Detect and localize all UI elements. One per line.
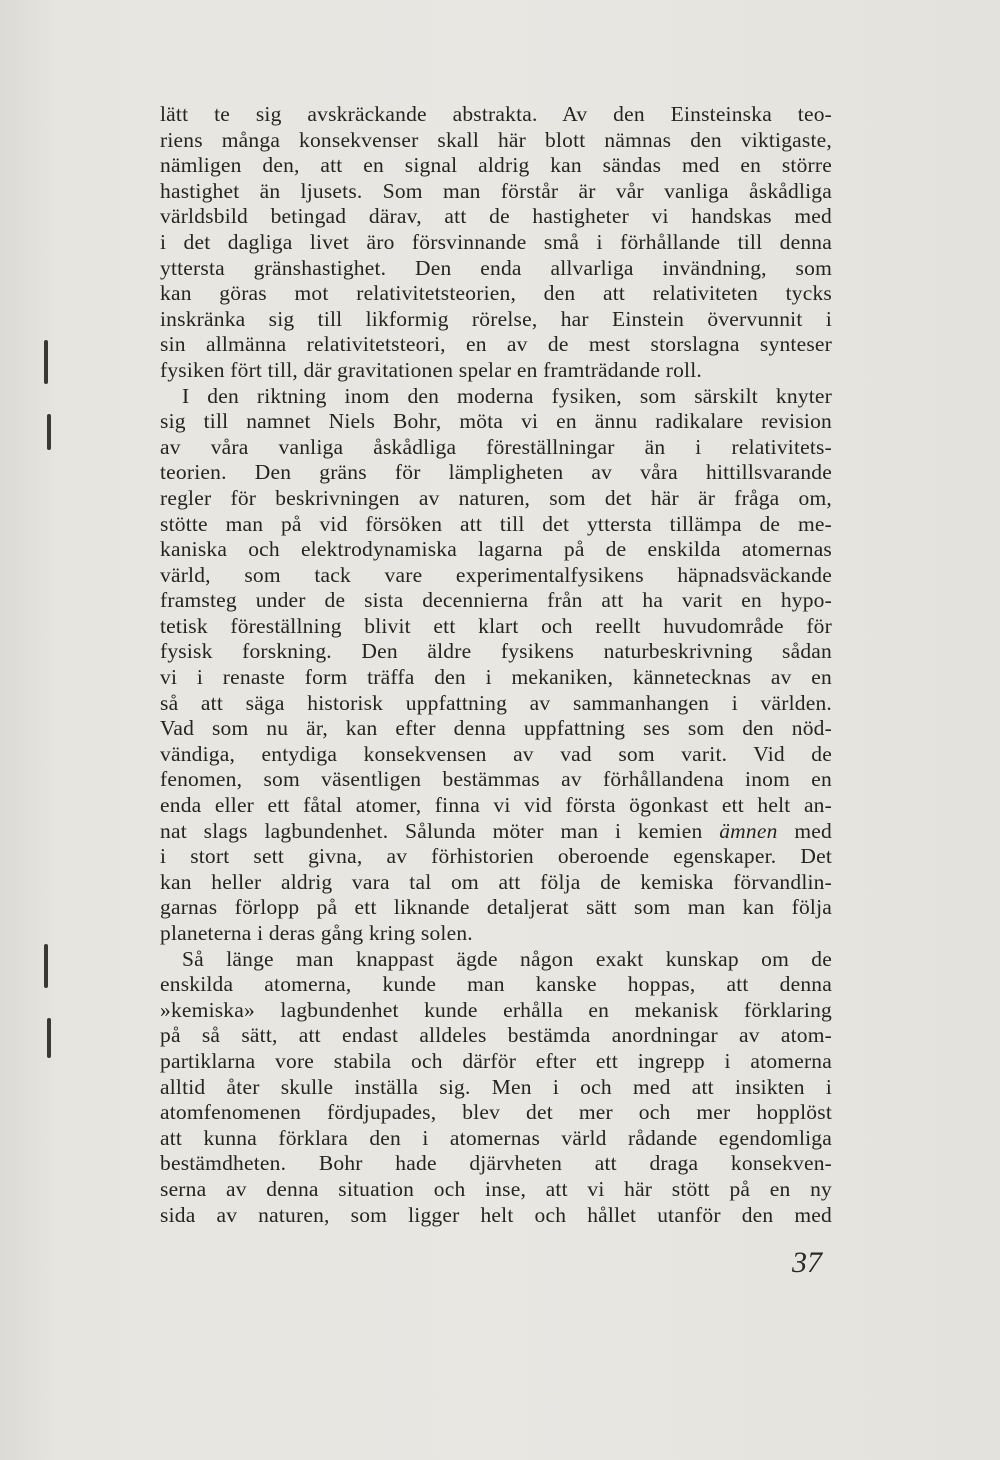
text-line: planeterna i deras gång kring solen. — [160, 921, 473, 945]
text-line: atomfenomenen fördjupades, blev det mer och mer hopplöst — [160, 1100, 832, 1125]
text-line: av våra vanliga åskådliga föreställningar än i relativitets- — [160, 434, 832, 459]
text-line: i stort sett givna, av förhistorien oberoende egenskaper. Det — [160, 844, 832, 869]
text-line: garnas förlopp på ett liknande detaljerat sätt som man kan följa — [160, 895, 832, 920]
text-line: i det dagliga livet äro försvinnande små i förhållande till denna — [160, 229, 832, 254]
text-line: framsteg under de sista decennierna från att ha varit en hypo- — [160, 588, 832, 613]
text-line: partiklarna vore stabila och därför efter ett ingrepp i atomerna — [160, 1048, 832, 1073]
binding-thread-mark — [44, 944, 48, 988]
text-line: sig till namnet Niels Bohr, möta vi en ännu radikalare revision — [160, 409, 832, 434]
text-line-with-italic: nat slags lagbundenhet. Sålunda möter man i kemien ämnen med — [160, 818, 832, 843]
text-line: enskilda atomerna, kunde man kanske hoppas, att denna — [160, 972, 832, 997]
text-line: värld, som tack vare experimentalfysikens häpnadsväckande — [160, 562, 832, 587]
text-line: hastighet än ljusets. Som man förstår är vår vanliga åskådliga — [160, 178, 832, 203]
text-line: kan göras mot relativitetsteorien, den att relativiteten tycks — [160, 281, 832, 306]
binding-thread-mark — [47, 1018, 51, 1058]
text-line: vi i renaste form träffa den i mekaniken, kännetecknas av en — [160, 665, 832, 690]
page-number: 37 — [792, 1246, 822, 1279]
text-line: enda eller ett fåtal atomer, finna vi vid första ögonkast ett helt an- — [160, 793, 832, 818]
text-line: lätt te sig avskräckande abstrakta. Av den Einsteinska teo- — [160, 102, 832, 126]
text-line: fenomen, som väsentligen bestämmas av förhållandena inom en — [160, 767, 832, 792]
binding-thread-mark — [47, 414, 51, 450]
text-line: tetisk föreställning blivit ett klart och reellt huvudområde för — [160, 613, 832, 638]
text-line: sida av naturen, som ligger helt och hållet utanför den med — [160, 1202, 832, 1227]
text-line: på så sätt, att endast alldeles bestämda anordningar av atom- — [160, 1023, 832, 1048]
binding-thread-mark — [44, 340, 48, 384]
text-line: »kemiska» lagbundenhet kunde erhålla en mekanisk förklaring — [160, 997, 832, 1022]
text-line: yttersta gränshastighet. Den enda allvarliga invändning, som — [160, 255, 832, 280]
italic-term: ämnen — [719, 818, 778, 843]
text-line: fysisk forskning. Den äldre fysikens naturbeskrivning sådan — [160, 639, 832, 664]
text-line: bestämdheten. Bohr hade djärvheten att draga konsekven- — [160, 1151, 832, 1176]
text-line: serna av denna situation och inse, att vi här stött på en ny — [160, 1176, 832, 1201]
text-line: alltid åter skulle inställa sig. Men i och med att insikten i — [160, 1074, 832, 1099]
text-line: vändiga, entydiga konsekvensen av vad som varit. Vid de — [160, 741, 832, 766]
text-line: kaniska och elektrodynamiska lagarna på de enskilda atomernas — [160, 537, 832, 562]
text-line: stötte man på vid försöken att till det yttersta tillämpa de me- — [160, 511, 832, 536]
text-line: så att säga historisk uppfattning av sammanhangen i världen. — [160, 690, 832, 715]
text-line: kan heller aldrig vara tal om att följa de kemiska förvandlin- — [160, 869, 832, 894]
text-line: sin allmänna relativitetsteori, en av de mest storslagna synteser — [160, 332, 832, 357]
text-line: nämligen den, att en signal aldrig kan sändas med en större — [160, 153, 832, 178]
text-line: regler för beskrivningen av naturen, som det här är fråga om, — [160, 485, 832, 510]
text-line: Så länge man knappast ägde någon exakt kunskap om de — [182, 946, 832, 971]
text-line: inskränka sig till likformig rörelse, har Einstein övervunnit i — [160, 306, 832, 331]
text-line: världsbild betingad därav, att de hastigheter vi handskas med — [160, 204, 832, 229]
text-line: I den riktning inom den moderna fysiken, som särskilt knyter — [182, 383, 832, 408]
text-line: fysiken fört till, där gravitationen spelar en framträdande roll. — [160, 357, 702, 382]
body-text — [160, 102, 832, 1228]
text-line: att kunna förklara den i atomernas värld rådande egendomliga — [160, 1125, 832, 1150]
text-line: teorien. Den gräns för lämpligheten av våra hittillsvarande — [160, 460, 832, 485]
text-line: Vad som nu är, kan efter denna uppfattning ses som den nöd- — [160, 716, 832, 741]
text-line: riens många konsekvenser skall här blott nämnas den viktigaste, — [160, 127, 832, 152]
